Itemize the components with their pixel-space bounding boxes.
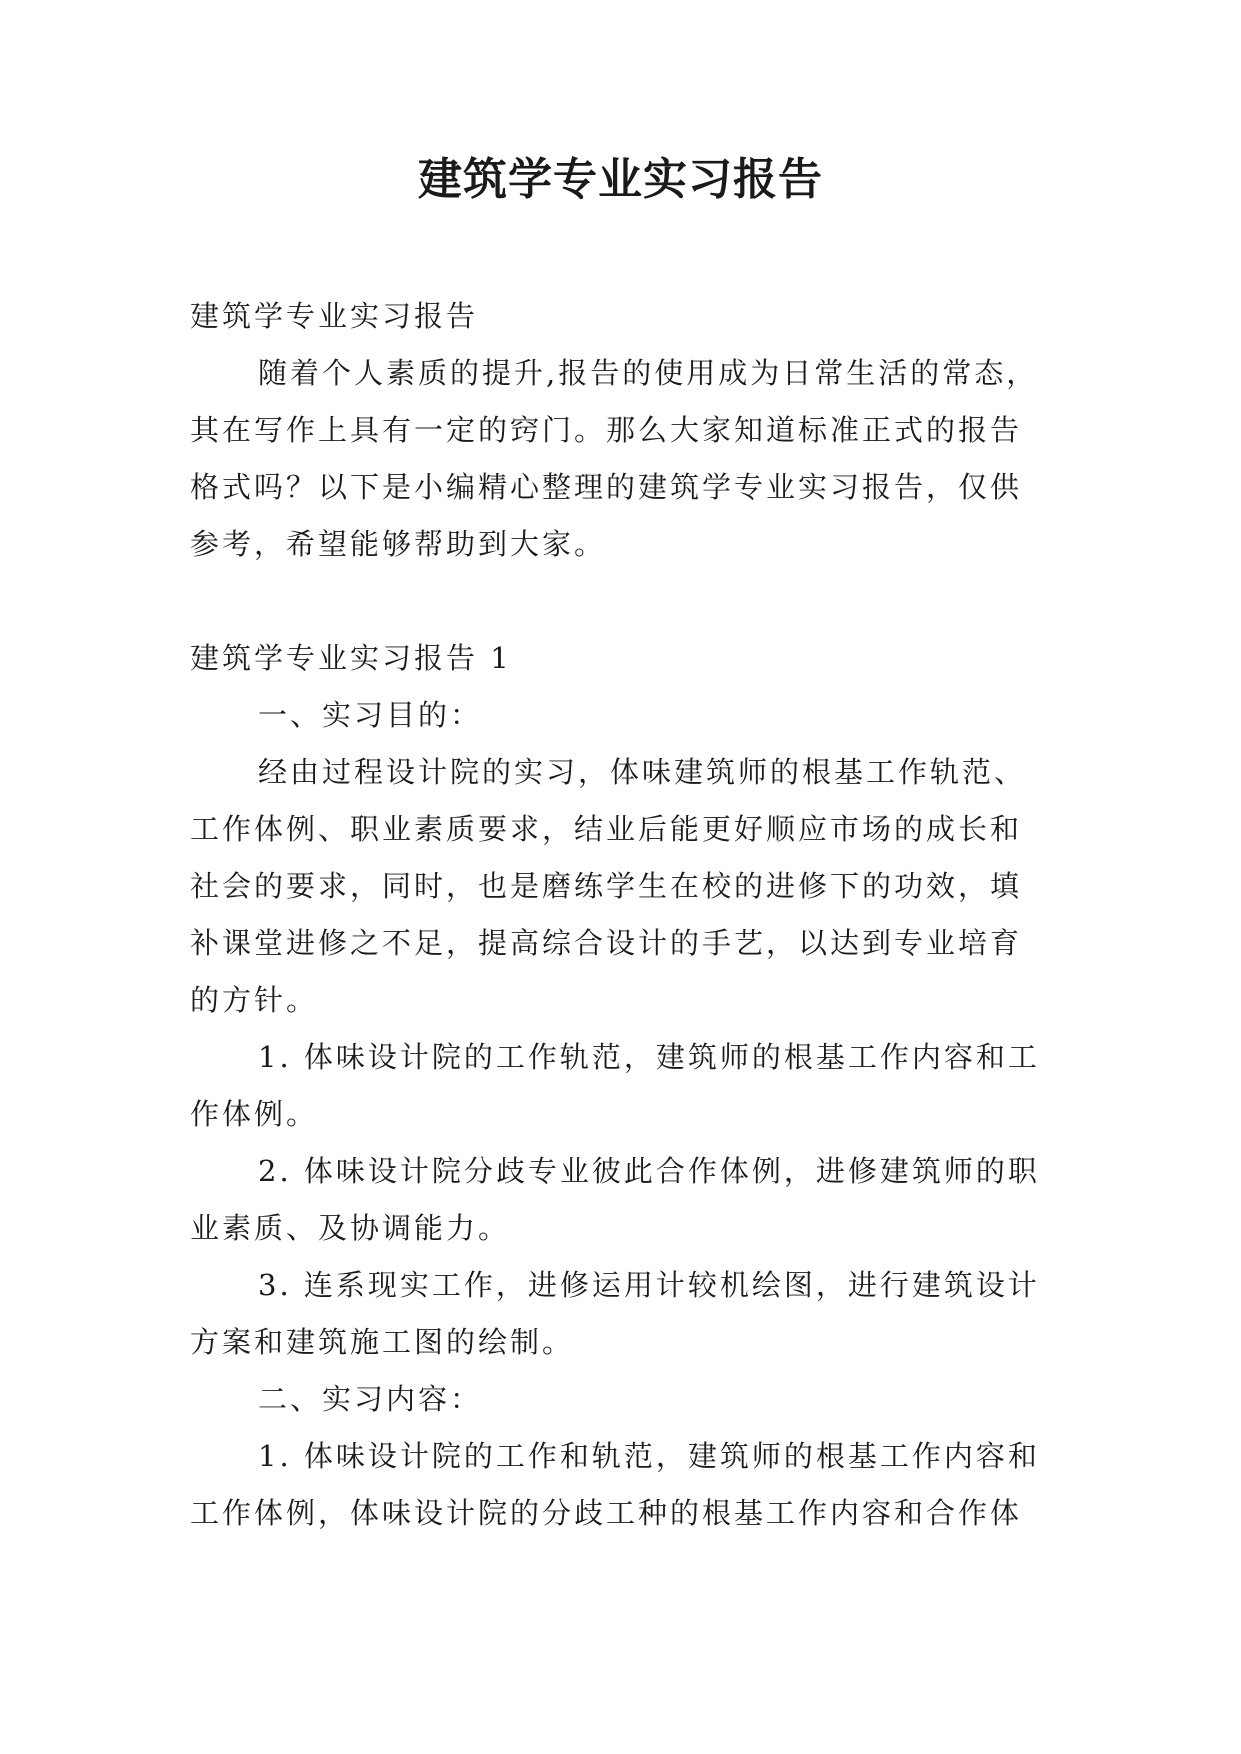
paragraph-line: 社会的要求，同时，也是磨练学生在校的进修下的功效，填 [190,869,1023,903]
paragraph-line: 经由过程设计院的实习，体味建筑师的根基工作轨范、 [258,755,1027,789]
paragraph-line: 工作体例、职业素质要求，结业后能更好顺应市场的成长和 [190,812,1023,846]
section-heading: 建筑学专业实习报告 1 [190,641,512,675]
list-item-line: 工作体例，体味设计院的分歧工种的根基工作内容和合作体 [190,1496,1023,1530]
list-item-line: 3. 连系现实工作，进修运用计较机绘图，进行建筑设计 [258,1268,1040,1302]
list-item-line: 方案和建筑施工图的绘制。 [190,1325,575,1359]
paragraph-line: 补课堂进修之不足，提高综合设计的手艺，以达到专业培育 [190,926,1023,960]
list-item-line: 业素质、及协调能力。 [190,1211,511,1245]
paragraph-line: 其在写作上具有一定的窍门。那么大家知道标准正式的报告 [190,413,1023,447]
subsection-heading: 一、实习目的： [258,698,483,732]
paragraph-line: 随着个人素质的提升,报告的使用成为日常生活的常态， [258,356,1039,390]
document-title: 建筑学专业实习报告 [418,154,823,205]
paragraph-line: 格式吗？以下是小编精心整理的建筑学专业实习报告，仅供 [190,470,1023,504]
list-item-line: 1. 体味设计院的工作和轨范，建筑师的根基工作内容和 [258,1439,1040,1473]
list-item-line: 作体例。 [190,1097,319,1131]
subsection-heading: 二、实习内容： [258,1382,483,1416]
paragraph-line: 的方针。 [190,983,319,1017]
list-item-line: 1. 体味设计院的工作轨范，建筑师的根基工作内容和工 [258,1040,1040,1074]
paragraph-line: 参考，希望能够帮助到大家。 [190,527,607,561]
list-item-line: 2. 体味设计院分歧专业彼此合作体例，进修建筑师的职 [258,1154,1040,1188]
section-heading: 建筑学专业实习报告 [190,299,479,333]
